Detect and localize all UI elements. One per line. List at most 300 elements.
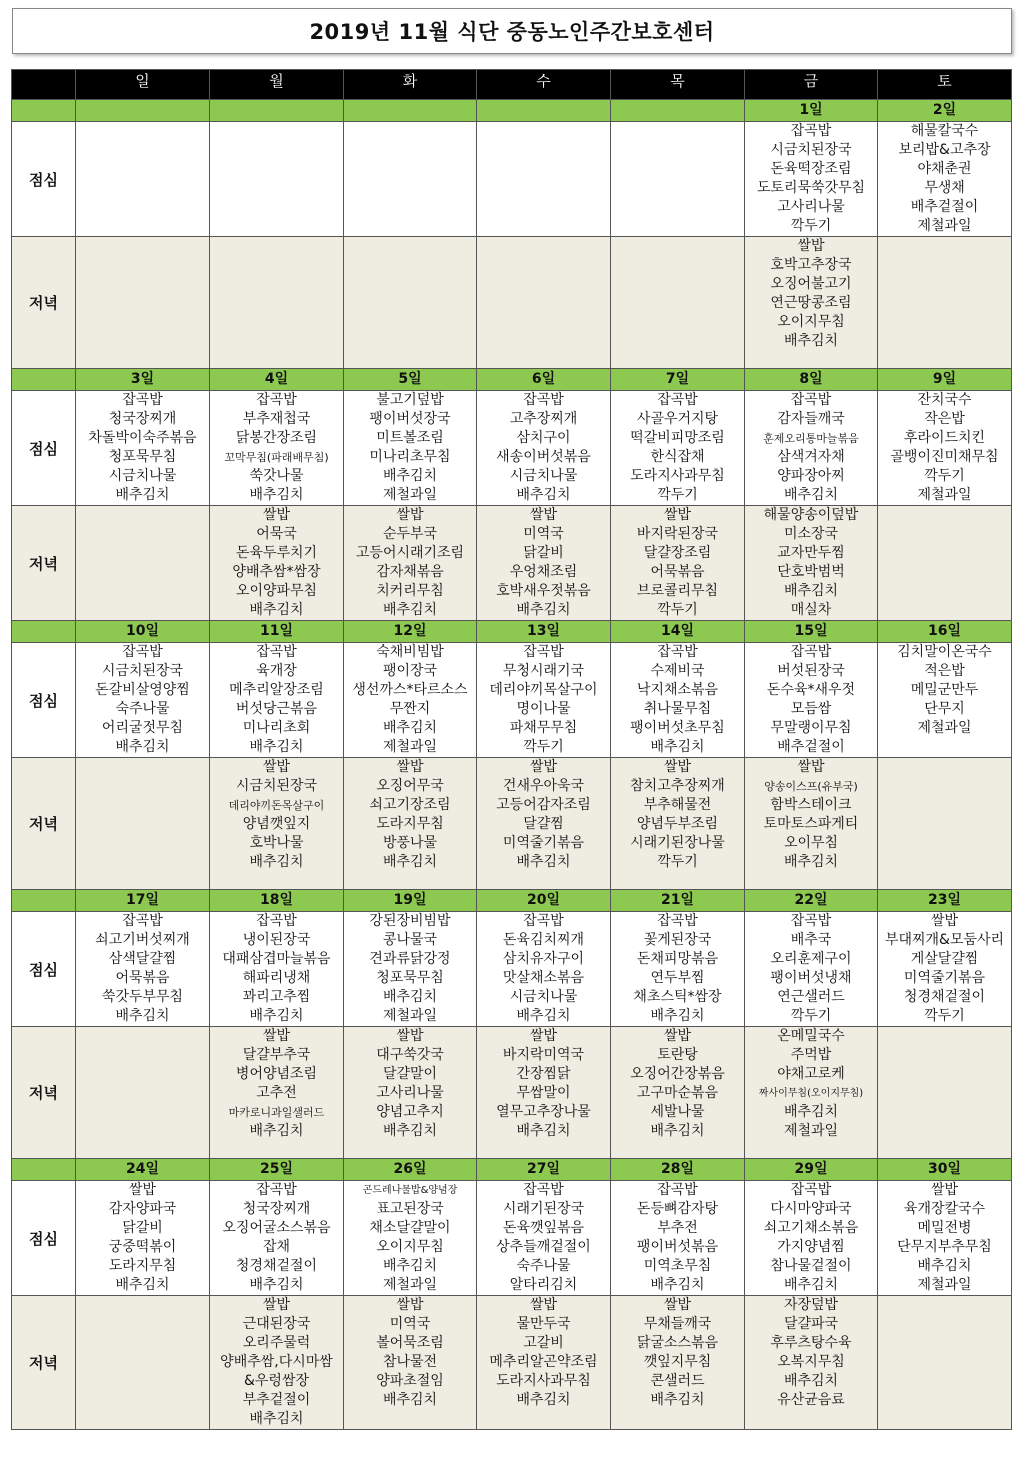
menu-item: 고사리나물 (376, 1085, 444, 1101)
menu-item: 냉이된장국 (242, 932, 311, 948)
menu-item: 미나리초회 (242, 720, 311, 736)
menu-item: 오이양파무침 (235, 583, 318, 599)
lunch-menu-cell (76, 122, 210, 237)
dinner-menu-cell (477, 506, 611, 621)
lunch-menu-cell (344, 1181, 477, 1296)
menu-item: 팽이장국 (382, 663, 438, 679)
lunch-menu-cell (611, 391, 745, 506)
menu-item: 돈육김치찌개 (502, 932, 585, 948)
menu-item: 온메밀국수 (777, 1028, 845, 1044)
menu-item: 배추김치 (917, 1258, 972, 1274)
weekday-header: 목 (611, 70, 745, 100)
lunch-row (12, 122, 1012, 237)
menu-item: 잡곡밥 (657, 644, 698, 660)
date-row (12, 369, 1012, 391)
menu-item: 강된장비빔밥 (369, 913, 451, 929)
menu-item: 작은밥 (924, 411, 965, 427)
menu-item: 잡곡밥 (790, 913, 832, 929)
menu-item: 배추김치 (516, 854, 571, 870)
weekday-header: 토 (878, 70, 1012, 100)
menu-item: 연근샐러드 (777, 989, 845, 1005)
dinner-menu-cell (477, 1027, 611, 1159)
menu-item: 참나물겉절이 (770, 1258, 852, 1274)
menu-item: 오리훈제구이 (770, 951, 852, 967)
menu-item: 시금치나물 (108, 468, 177, 484)
menu-item: 배추김치 (650, 1008, 705, 1024)
menu-item: 제철과일 (382, 739, 438, 755)
dinner-menu-cell (210, 758, 344, 890)
date-cell: 9일 (878, 369, 1012, 391)
date-row-label (12, 890, 76, 912)
menu-item: 표고된장국 (376, 1201, 444, 1217)
menu-item: 배추김치 (249, 602, 304, 618)
menu-item: 미역국 (389, 1316, 431, 1332)
lunch-menu-cell (210, 912, 344, 1027)
menu-item: 도라지사과무침 (630, 468, 725, 484)
lunch-menu-cell (76, 391, 210, 506)
menu-item: 도라지무침 (376, 816, 444, 832)
lunch-label: 점심 (12, 643, 76, 758)
dinner-menu-cell (210, 237, 344, 369)
menu-item: 부추전 (657, 1220, 698, 1236)
menu-item: 양념고추지 (376, 1104, 444, 1120)
menu-item: 콩나물국 (382, 932, 438, 948)
date-cell: 23일 (878, 890, 1012, 912)
menu-item: 돈육깻잎볶음 (502, 1220, 585, 1236)
menu-item: 배추김치 (249, 1411, 304, 1427)
menu-item: 방풍나물 (382, 835, 438, 851)
dinner-menu-cell (477, 237, 611, 369)
page-title: 2019년 11월 식단 중동노인주간보호센터 (309, 20, 715, 44)
dinner-menu-cell (745, 758, 878, 890)
menu-item: 게살달걀찜 (910, 951, 979, 967)
menu-item: 단무지 (924, 701, 965, 717)
menu-item: 무생채 (924, 180, 965, 196)
lunch-menu-cell (477, 122, 611, 237)
menu-item: 돈수육*새우젓 (766, 682, 856, 698)
dinner-label: 저녁 (12, 237, 76, 369)
menu-item: 자장덮밥 (783, 1297, 839, 1313)
dinner-menu-cell (611, 506, 745, 621)
weekday-header: 일 (76, 70, 210, 100)
menu-item: 양념깻잎지 (242, 816, 311, 832)
menu-item: 김치말이온국수 (897, 644, 992, 660)
dinner-menu-cell (477, 758, 611, 890)
menu-item: 양배추쌈*쌈장 (232, 564, 321, 580)
dinner-row (12, 1296, 1012, 1430)
lunch-menu-cell (745, 122, 878, 237)
dinner-menu-cell (611, 758, 745, 890)
date-cell: 8일 (745, 369, 878, 391)
menu-item: 쌀밥 (797, 238, 825, 254)
dinner-menu-cell (745, 1027, 878, 1159)
menu-item: 배추김치 (516, 1123, 571, 1139)
date-cell: 7일 (611, 369, 745, 391)
menu-item: 배추김치 (650, 1123, 705, 1139)
menu-item: 적은밥 (924, 663, 965, 679)
menu-item: 숙주나물 (115, 701, 170, 717)
menu-item: 생선까스*타르소스 (352, 682, 468, 698)
menu-item: 잡곡밥 (122, 392, 163, 408)
menu-item: 시금치나물 (509, 989, 578, 1005)
menu-item: 배추김치 (382, 468, 438, 484)
menu-item: 열무고추장나물 (496, 1104, 591, 1120)
menu-item: 팽이버섯장국 (369, 411, 451, 427)
menu-item: 삼치구이 (516, 430, 571, 446)
menu-item: 근대된장국 (242, 1316, 311, 1332)
menu-item: 치커리무침 (376, 583, 444, 599)
date-cell: 30일 (878, 1159, 1012, 1181)
menu-item: 해물칼국수 (910, 123, 979, 139)
date-row-label (12, 621, 76, 643)
weekday-header: 수 (477, 70, 611, 100)
menu-item: 해물양송이덮밥 (763, 507, 859, 523)
weekday-header: 화 (344, 70, 477, 100)
lunch-row (12, 643, 1012, 758)
menu-item: 대구쑥갓국 (376, 1047, 444, 1063)
lunch-row (12, 1181, 1012, 1296)
menu-item: 세발나물 (650, 1104, 705, 1120)
menu-item: 시래기된장나물 (630, 835, 725, 851)
menu-item: 쇠고기버섯찌개 (95, 932, 190, 948)
menu-item: 배추김치 (650, 1392, 705, 1408)
date-cell: 16일 (878, 621, 1012, 643)
menu-item: 고사리나물 (777, 199, 845, 215)
date-cell: 28일 (611, 1159, 745, 1181)
menu-item: 배추김치 (249, 1277, 304, 1293)
lunch-menu-cell (477, 643, 611, 758)
menu-item: 잡곡밥 (523, 1182, 564, 1198)
date-cell (611, 100, 745, 122)
menu-item: 메추리알장조림 (229, 682, 324, 698)
menu-item: 달걀파국 (783, 1316, 839, 1332)
menu-item: 매실차 (790, 602, 832, 618)
date-cell: 13일 (477, 621, 611, 643)
menu-item: 잡곡밥 (256, 913, 297, 929)
menu-item: 부대찌개&모둠사리 (884, 932, 1005, 948)
lunch-label: 점심 (12, 391, 76, 506)
lunch-menu-cell (344, 912, 477, 1027)
menu-item: 쌀밥 (529, 1297, 558, 1313)
dinner-menu-cell (344, 1027, 477, 1159)
menu-item: 훈제오리통마늘볶음 (763, 432, 859, 445)
menu-item: 잡곡밥 (790, 123, 832, 139)
menu-item: 배추김치 (382, 602, 438, 618)
menu-item: 고등어감자조림 (496, 797, 591, 813)
dinner-menu-cell (878, 237, 1012, 369)
menu-item: 단호박범벅 (777, 564, 845, 580)
menu-item: 도라지사과무침 (496, 1373, 591, 1389)
dinner-menu-cell (76, 758, 210, 890)
menu-item: 야채춘권 (917, 161, 972, 177)
menu-item: 배추김치 (650, 1277, 705, 1293)
lunch-menu-cell (878, 643, 1012, 758)
menu-item: 배추김치 (249, 739, 304, 755)
menu-item: 쌀밥 (262, 507, 291, 523)
menu-item: 달걀찜 (523, 816, 564, 832)
menu-item: 고추장찌개 (509, 411, 578, 427)
menu-item: 쌀밥 (396, 507, 424, 523)
menu-item: 도라지무침 (108, 1258, 177, 1274)
menu-item: 제철과일 (382, 487, 438, 503)
date-cell (210, 100, 344, 122)
menu-item: 간장찜닭 (516, 1066, 571, 1082)
lunch-menu-cell (344, 391, 477, 506)
menu-item: 고구마순볶음 (636, 1085, 719, 1101)
menu-item: 꽈리고추찜 (242, 989, 311, 1005)
menu-item: 채소달걀말이 (369, 1220, 451, 1236)
menu-item: 쌀밥 (663, 1028, 692, 1044)
menu-item: 브로콜리무침 (636, 583, 719, 599)
date-cell: 22일 (745, 890, 878, 912)
menu-item: 어묵국 (256, 526, 297, 542)
menu-item: 고추전 (256, 1085, 297, 1101)
lunch-menu-cell (76, 643, 210, 758)
menu-item: 배추김치 (115, 1008, 170, 1024)
menu-item: 쇠고기채소볶음 (763, 1220, 859, 1236)
date-row-label (12, 369, 76, 391)
menu-item: 오징어간장볶음 (630, 1066, 725, 1082)
lunch-menu-cell (611, 1181, 745, 1296)
menu-item: 청경채겉절이 (235, 1258, 318, 1274)
menu-item: 깻잎지무침 (643, 1354, 712, 1370)
lunch-label: 점심 (12, 912, 76, 1027)
menu-item: 꼬막무침(파래배무침) (224, 451, 329, 464)
menu-item: 배추김치 (382, 1258, 438, 1274)
menu-item: 깍두기 (790, 1008, 832, 1024)
lunch-menu-cell (210, 643, 344, 758)
menu-item: 청경채겉절이 (903, 989, 986, 1005)
menu-item: 돈육떡장조림 (770, 161, 852, 177)
menu-item: 버섯된장국 (777, 663, 845, 679)
menu-item: 교자만두찜 (777, 545, 845, 561)
date-row (12, 890, 1012, 912)
lunch-menu-cell (611, 122, 745, 237)
date-cell: 25일 (210, 1159, 344, 1181)
weekday-header: 월 (210, 70, 344, 100)
menu-item: 버섯당근볶음 (235, 701, 318, 717)
menu-item: 배추김치 (783, 333, 839, 349)
date-row-label (12, 100, 76, 122)
lunch-menu-cell (878, 391, 1012, 506)
weekday-header: 금 (745, 70, 878, 100)
lunch-menu-cell (344, 643, 477, 758)
menu-item: 잡곡밥 (657, 1182, 698, 1198)
menu-item: 낙지채소볶음 (636, 682, 719, 698)
menu-item: 쌀밥 (396, 1028, 424, 1044)
date-cell: 29일 (745, 1159, 878, 1181)
menu-item: 시금치된장국 (235, 778, 318, 794)
dinner-menu-cell (76, 506, 210, 621)
menu-item: 팽이버섯볶음 (636, 1239, 719, 1255)
menu-item: 감자양파국 (108, 1201, 177, 1217)
menu-item: 쌀밥 (529, 1028, 558, 1044)
dinner-menu-cell (344, 506, 477, 621)
menu-item: 맛살채소볶음 (502, 970, 585, 986)
menu-item: 꽃게된장국 (643, 932, 712, 948)
menu-item: 미역국 (523, 526, 564, 542)
menu-item: 시금치된장국 (770, 142, 852, 158)
menu-item: 데리야끼목살구이 (489, 682, 598, 698)
menu-item: 잡곡밥 (790, 644, 832, 660)
menu-item: 깍두기 (523, 739, 564, 755)
menu-item: 팽이버섯냉채 (770, 970, 852, 986)
menu-item: 우엉채조림 (509, 564, 578, 580)
menu-item: 후루츠탕수육 (770, 1335, 852, 1351)
lunch-menu-cell (477, 1181, 611, 1296)
date-row (12, 621, 1012, 643)
menu-item: 어묵볶음 (650, 564, 705, 580)
menu-item: 닭굴소스볶음 (636, 1335, 719, 1351)
weekday-header-row (12, 70, 1012, 100)
menu-item: 토마토스파게티 (763, 816, 859, 832)
lunch-menu-cell (878, 912, 1012, 1027)
menu-item: 배추김치 (650, 739, 705, 755)
menu-item: 배추김치 (783, 1373, 839, 1389)
menu-item: 명이나물 (516, 701, 571, 717)
menu-item: 오징어불고기 (770, 276, 852, 292)
menu-item: 바지락된장국 (636, 526, 719, 542)
dinner-menu-cell (745, 237, 878, 369)
lunch-menu-cell (611, 643, 745, 758)
menu-item: 물만두국 (516, 1316, 571, 1332)
dinner-label: 저녁 (12, 1296, 76, 1430)
menu-item: 오이지무침 (376, 1239, 444, 1255)
menu-item: 닭갈비 (122, 1220, 163, 1236)
menu-item: 차돌박이숙주볶음 (88, 430, 197, 446)
menu-item: 양배추쌈,다시마쌈 (220, 1354, 333, 1370)
menu-item: 병어양념조림 (235, 1066, 318, 1082)
date-cell: 20일 (477, 890, 611, 912)
menu-item: 고등어시래기조림 (355, 545, 465, 561)
menu-item: 달걀말이 (382, 1066, 438, 1082)
menu-item: 삼색겨자채 (777, 449, 845, 465)
menu-item: 양념두부조림 (636, 816, 719, 832)
menu-item: 채초스틱*쌈장 (633, 989, 722, 1005)
menu-item: 깍두기 (657, 602, 698, 618)
date-cell (76, 100, 210, 122)
menu-item: 바지락미역국 (502, 1047, 585, 1063)
menu-item: 호박나물 (249, 835, 304, 851)
lunch-menu-cell (344, 122, 477, 237)
menu-item: 쌀밥 (930, 913, 959, 929)
lunch-menu-cell (745, 391, 878, 506)
dinner-label: 저녁 (12, 506, 76, 621)
menu-item: 육개장 (256, 663, 297, 679)
menu-item: 오이지무침 (777, 314, 845, 330)
menu-item: 돈채피망볶음 (636, 951, 719, 967)
menu-item: 무말랭이무침 (770, 720, 852, 736)
menu-item: 쌀밥 (930, 1182, 959, 1198)
date-cell (344, 100, 477, 122)
menu-item: 가지양념찜 (777, 1239, 845, 1255)
menu-item: 팽이버섯초무침 (630, 720, 725, 736)
menu-item: 쌀밥 (529, 507, 558, 523)
menu-item: 잔치국수 (917, 392, 972, 408)
menu-item: 미트볼조림 (376, 430, 444, 446)
date-cell: 19일 (344, 890, 477, 912)
menu-item: 사골우거지탕 (636, 411, 719, 427)
menu-item: 삼치유자구이 (502, 951, 585, 967)
date-row-label (12, 1159, 76, 1181)
menu-item: 데리야끼돈목살구이 (228, 799, 325, 812)
lunch-menu-cell (878, 122, 1012, 237)
menu-item: 숙채비빔밥 (376, 644, 444, 660)
menu-item: 무채들깨국 (643, 1316, 712, 1332)
menu-item: 새송이버섯볶음 (496, 449, 591, 465)
menu-item: 알타리김치 (509, 1277, 578, 1293)
dinner-menu-cell (745, 1296, 878, 1430)
menu-item: 시금치된장국 (101, 663, 184, 679)
menu-item: 배추김치 (382, 1392, 438, 1408)
menu-item: 배추김치 (249, 854, 304, 870)
dinner-label: 저녁 (12, 1027, 76, 1159)
menu-item: 호박새우젓볶음 (496, 583, 591, 599)
menu-item: 청국장찌개 (108, 411, 177, 427)
menu-item: 청포묵무침 (108, 449, 177, 465)
menu-item: 순두부국 (382, 526, 438, 542)
menu-item: 쌀밥 (396, 759, 424, 775)
menu-item: 배추김치 (382, 1123, 438, 1139)
lunch-menu-cell (745, 1181, 878, 1296)
menu-item: 닭봉간장조림 (235, 430, 318, 446)
menu-item: 불고기덮밥 (376, 392, 444, 408)
menu-item: 배추김치 (249, 1008, 304, 1024)
date-cell: 4일 (210, 369, 344, 391)
menu-item: 숙주나물 (516, 1258, 571, 1274)
menu-item: 양송이스프(유부국) (764, 780, 858, 793)
menu-item: 깍두기 (924, 468, 965, 484)
dinner-menu-cell (344, 1296, 477, 1430)
menu-item: 미역초무침 (643, 1258, 712, 1274)
menu-item: 잡곡밥 (122, 913, 163, 929)
menu-item: 쌀밥 (529, 759, 558, 775)
lunch-menu-cell (210, 122, 344, 237)
menu-item: 오복지무침 (777, 1354, 845, 1370)
menu-item: 다시마양파국 (770, 1201, 852, 1217)
lunch-menu-cell (878, 1181, 1012, 1296)
dinner-menu-cell (878, 1027, 1012, 1159)
date-cell: 10일 (76, 621, 210, 643)
date-cell (477, 100, 611, 122)
menu-item: 배추김치 (783, 583, 839, 599)
date-cell: 3일 (76, 369, 210, 391)
title-box (12, 8, 1012, 54)
menu-item: 닭갈비 (523, 545, 564, 561)
menu-item: &우렁쌈장 (243, 1373, 309, 1389)
menu-item: 파채무무침 (509, 720, 578, 736)
date-cell: 1일 (745, 100, 878, 122)
menu-item: 연두부찜 (650, 970, 705, 986)
menu-item: 배추국 (790, 932, 832, 948)
dinner-menu-cell (344, 758, 477, 890)
menu-item: 잡곡밥 (523, 913, 564, 929)
menu-item: 배추김치 (516, 602, 571, 618)
menu-item: 배추겉절이 (910, 199, 979, 215)
date-cell: 12일 (344, 621, 477, 643)
menu-item: 깍두기 (924, 1008, 965, 1024)
menu-item: 제철과일 (382, 1277, 438, 1293)
menu-item: 돈육두루치기 (235, 545, 318, 561)
menu-item: 깍두기 (657, 487, 698, 503)
date-cell: 5일 (344, 369, 477, 391)
menu-item: 고갈비 (523, 1335, 564, 1351)
menu-item: 잡곡밥 (122, 644, 163, 660)
date-cell: 26일 (344, 1159, 477, 1181)
date-cell: 21일 (611, 890, 745, 912)
menu-item: 무쌈말이 (516, 1085, 571, 1101)
menu-item: 배추김치 (516, 487, 571, 503)
